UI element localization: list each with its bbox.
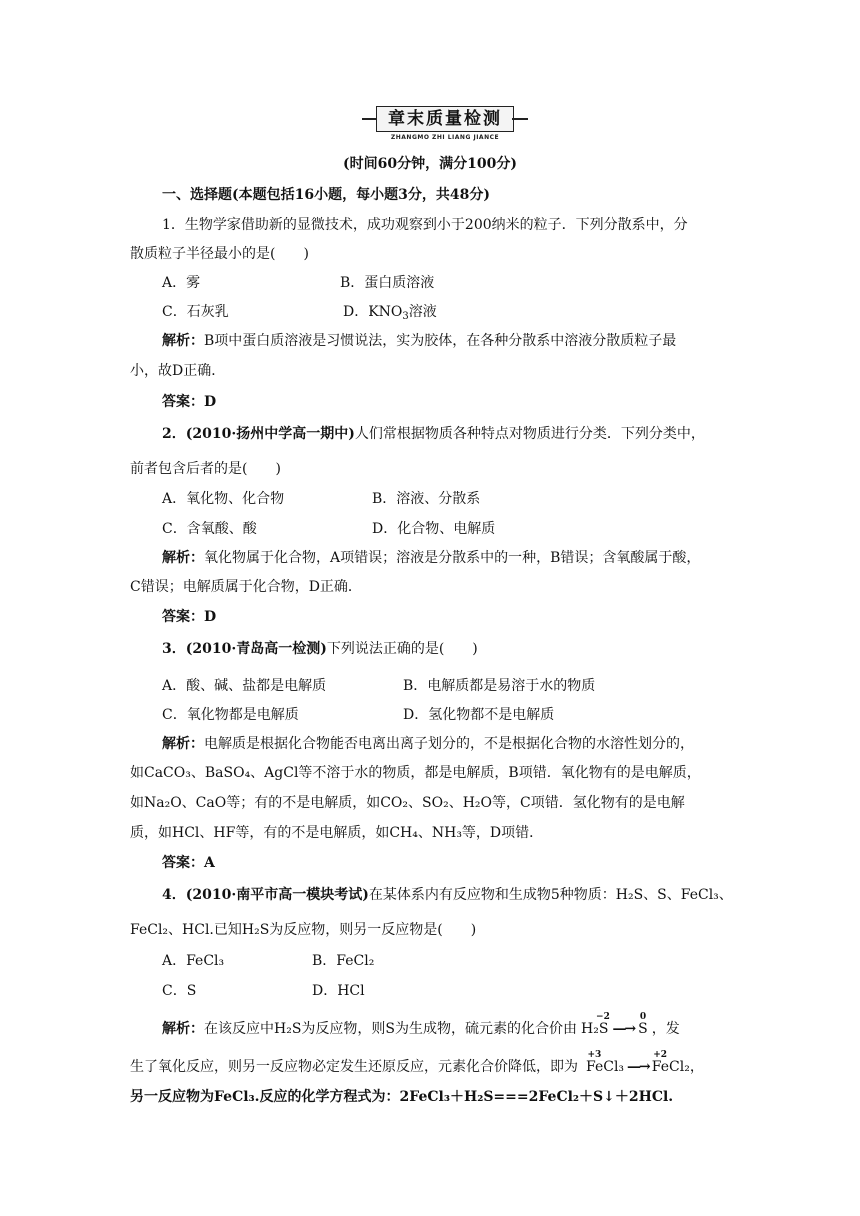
q4-analysis-text2-end: ，	[689, 1059, 704, 1075]
q4-fecl2-oxidation	[651, 1050, 690, 1076]
section-heading: 一、选择题(本题包括16小题，每小题3分，共48分)	[162, 187, 490, 203]
q3-option-c: C．氧化物都是电解质	[162, 707, 299, 723]
q4-ox-zero: 0	[639, 1012, 647, 1022]
q1-analysis-text1: B项中蛋白质溶液是习惯说法，实为胶体，在各种分散系中溶液分散质粒子最	[204, 333, 677, 349]
q2-analysis-line2: C错误；电解质属于化合物，D正确．	[130, 579, 362, 595]
q4-arrow-1: —→	[612, 1021, 635, 1037]
q1-stem-line2: 散质粒子半径最小的是( )	[130, 246, 309, 262]
banner-title: 章末质量检测	[376, 106, 514, 132]
q3-stem-text: 下列说法正确的是( )	[326, 641, 478, 657]
q4-s: S	[638, 1021, 648, 1037]
q1-option-d-suffix: 溶液	[408, 304, 437, 320]
banner-subtitle: ZHANGMO ZHI LIANG JIANCE	[390, 134, 500, 141]
banner-rule-right	[512, 118, 528, 120]
q3-option-d: D．氢化物都不是电解质	[403, 707, 555, 723]
q4-option-d: D．HCl	[312, 983, 365, 999]
q4-analysis-label: 解析：	[162, 1021, 204, 1037]
q4-fecl2: FeCl₂	[651, 1059, 690, 1075]
q4-option-c: C．S	[162, 983, 197, 999]
q4-analysis-line2	[130, 1050, 704, 1076]
q3-answer: 答案：A	[162, 855, 215, 871]
q3-analysis-text1: 电解质是根据化合物能否电离出离子划分的，不是根据化合物的水溶性划分的，	[204, 736, 694, 752]
q1-analysis-line2: 小，故D正确．	[130, 363, 226, 379]
q1-option-d-sub: 3	[402, 311, 409, 322]
q3-analysis-line1	[162, 735, 694, 753]
q4-analysis-text1-end: ，发	[651, 1021, 680, 1037]
q4-stem-text1: 在某体系内有反应物和生成物5种物质：H₂S、S、FeCl₃、	[368, 887, 733, 903]
q2-option-b: B．溶液、分散系	[372, 491, 481, 507]
q1-option-d	[343, 303, 437, 321]
q1-option-a: A．雾	[162, 275, 201, 291]
q2-stem-text1: 人们常根据物质各种特点对物质进行分类．下列分类中，	[354, 426, 705, 442]
q3-analysis-line3: 如Na₂O、CaO等；有的不是电解质，如CO₂、SO₂、H₂O等，C项错．氢化物有的是电解	[130, 795, 685, 811]
q2-number: 2．	[162, 426, 186, 442]
q1-answer: 答案：D	[162, 394, 217, 410]
q2-stem-line1	[162, 425, 705, 443]
q2-analysis-label: 解析：	[162, 550, 204, 566]
q4-analysis-line3: 另一反应物为FeCl₃.反应的化学方程式为：2FeCl₃＋H₂S===2FeCl₂＋S↓＋2HCl.	[130, 1089, 674, 1105]
q4-source: (2010·南平市高一模块考试)	[185, 887, 369, 903]
q4-stem-line1	[162, 886, 733, 904]
q3-stem	[162, 640, 478, 658]
q2-option-c: C．含氧酸、酸	[162, 521, 257, 537]
q3-source: (2010·青岛高一检测)	[185, 641, 327, 657]
q4-number: 4．	[162, 887, 186, 903]
q2-option-a: A．氧化物、化合物	[162, 491, 285, 507]
time-note: (时间60分钟，满分100分)	[343, 156, 517, 172]
q2-source: (2010·扬州中学高一期中)	[185, 426, 355, 442]
q1-option-c: C．石灰乳	[162, 304, 229, 320]
q2-option-d: D．化合物、电解质	[372, 521, 496, 537]
q4-ox-minus2: −2	[596, 1012, 610, 1022]
q1-analysis-line1	[162, 332, 676, 350]
q4-arrow-2: —→	[627, 1059, 649, 1075]
q1-option-d-prefix: D．KNO	[343, 304, 403, 320]
q3-analysis-label: 解析：	[162, 736, 204, 752]
q1-analysis-label: 解析：	[162, 333, 204, 349]
q4-h2s: H₂S	[581, 1021, 609, 1037]
q3-analysis-line2: 如CaCO₃、BaSO₄、AgCl等不溶于水的物质，都是电解质，B项错．氧化物有的是电解质，	[130, 765, 701, 781]
q4-fecl3: FeCl₃	[586, 1059, 625, 1075]
q4-analysis-text2: 生了氧化反应，则另一反应物必定发生还原反应，元素化合价降低，即为	[130, 1059, 578, 1075]
q3-number: 3．	[162, 641, 186, 657]
q4-analysis-text1: 在该反应中H₂S为反应物，则S为生成物，硫元素的化合价由	[204, 1021, 578, 1037]
q4-fecl3-oxidation	[586, 1050, 625, 1076]
q4-s-oxidation	[638, 1012, 648, 1038]
chapter-banner	[362, 104, 528, 144]
q4-analysis-line1	[162, 1012, 680, 1038]
q4-option-a: A．FeCl₃	[162, 953, 225, 969]
q3-option-a: A．酸、碱、盐都是电解质	[162, 678, 327, 694]
q2-analysis-line1	[162, 549, 700, 567]
q4-stem-line2: FeCl₂、HCl.已知H₂S为反应物，则另一反应物是( )	[130, 922, 477, 938]
q3-option-b: B．电解质都是易溶于水的物质	[403, 678, 596, 694]
q1-stem-line1: 1．生物学家借助新的显微技术，成功观察到小于200纳米的粒子．下列分散系中，分	[162, 217, 688, 233]
q4-h2s-oxidation	[581, 1012, 610, 1038]
q2-analysis-text1: 氧化物属于化合物，A项错误；溶液是分散系中的一种，B错误；含氧酸属于酸，	[204, 550, 701, 566]
q4-ox-plus2: +2	[653, 1050, 668, 1060]
q3-analysis-line4: 质，如HCl、HF等，有的不是电解质，如CH₄、NH₃等，D项错．	[130, 825, 544, 841]
q2-answer: 答案：D	[162, 609, 217, 625]
q4-option-b: B．FeCl₂	[312, 953, 375, 969]
q4-ox-plus3: +3	[587, 1050, 602, 1060]
q2-stem-line2: 前者包含后者的是( )	[130, 461, 281, 477]
q1-option-b: B．蛋白质溶液	[340, 275, 435, 291]
